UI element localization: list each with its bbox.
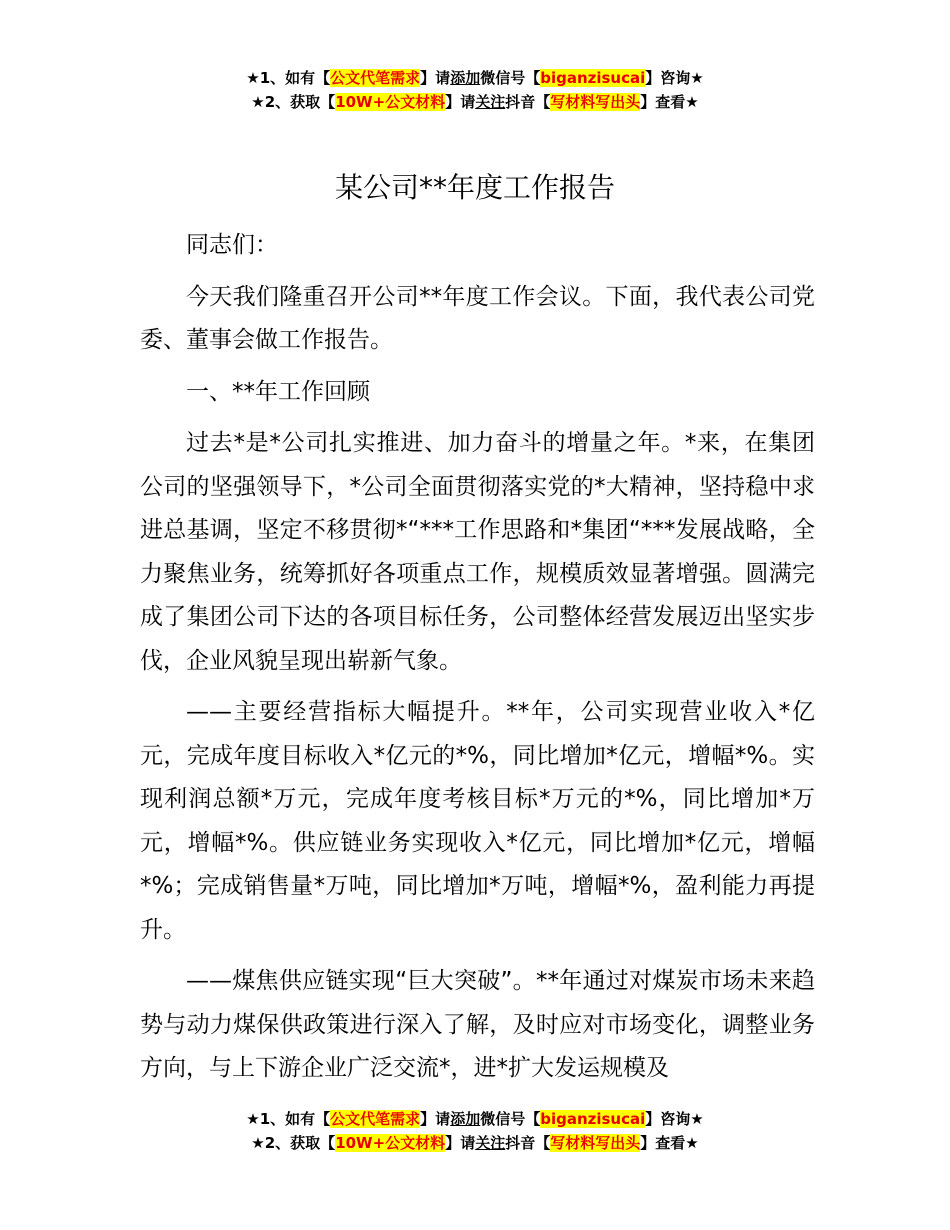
banner-text: 】查看★ xyxy=(640,93,699,111)
header-banner xyxy=(0,66,950,114)
banner-text: ★1、如有【 xyxy=(246,1110,331,1128)
highlight-text: 写材料写出头 xyxy=(550,1134,641,1152)
highlight-text: 公文代笔需求 xyxy=(330,1110,421,1128)
banner-text: 】查看★ xyxy=(640,1134,699,1152)
section-heading: 一、**年工作回顾 xyxy=(186,378,370,405)
highlight-text: biganzisucai xyxy=(540,69,646,87)
footer-line-2 xyxy=(0,1131,950,1155)
banner-text: 抖音【 xyxy=(505,1134,551,1152)
paragraph-salutation: 同志们： xyxy=(186,232,278,258)
highlight-text: biganzisucai xyxy=(540,1110,646,1128)
paragraph-indicators: ——主要经营指标大幅提升。**年，公司实现营业收入*亿元，完成年度目标收入*亿元的*%，同比增加*亿元，增幅*%。实现利润总额*万元，完成年度考核目标*万元的*%，同比增加*万元，增幅*%。供应链业务实现收入*亿元，同比增加*亿元，增幅*%；完成销售量*万吨，同比增加*万吨，增幅*%，盈利能力再提升。 xyxy=(140,699,815,943)
paragraph-supply-chain: ——煤焦供应链实现“巨大突破”。**年通过对煤炭市场未来趋势与动力煤保供政策进行深入了解，及时应对市场变化，调整业务方向，与上下游企业广泛交流*，进*扩大发运规模及 xyxy=(140,968,815,1081)
paragraph-review: 过去*是*公司扎实推进、加力奋斗的增量之年。*来，在集团公司的坚强领导下，*公司全面贯彻落实党的*大精神，坚持稳中求进总基调，坚定不移贯彻*“***工作思路和*集团“***发展战略，全力聚焦业务，统筹抓好各项重点工作，规模质效显著增强。圆满完成了集团公司下达的各项目标任务，公司整体经营发展迈出坚实步伐，企业风貌呈现出崭新气象。 xyxy=(140,430,815,674)
banner-text: 】请 xyxy=(445,93,476,111)
underlined-text: 添加 xyxy=(450,69,481,87)
highlight-text: 10W+公文材料 xyxy=(335,1134,446,1152)
highlight-text: 写材料写出头 xyxy=(550,93,641,111)
footer-line-1 xyxy=(0,1107,950,1131)
banner-text: 微信号【 xyxy=(480,69,541,87)
banner-text: 】请 xyxy=(420,69,451,87)
document-title: 某公司**年度工作报告 xyxy=(334,171,615,204)
document-body xyxy=(140,224,815,1099)
banner-text: ★1、如有【 xyxy=(246,69,331,87)
paragraph-intro: 今天我们隆重召开公司**年度工作会议。下面，我代表公司党委、董事会做工作报告。 xyxy=(140,283,815,353)
footer-banner xyxy=(0,1107,950,1155)
banner-text: 微信号【 xyxy=(480,1110,541,1128)
banner-text: 】请 xyxy=(445,1134,476,1152)
banner-line-1 xyxy=(0,66,950,90)
underlined-text: 关注 xyxy=(475,93,506,111)
banner-text: 】咨询★ xyxy=(645,1110,704,1128)
banner-line-2 xyxy=(0,90,950,114)
banner-text: 】咨询★ xyxy=(645,69,704,87)
underlined-text: 添加 xyxy=(450,1110,481,1128)
highlight-text: 10W+公文材料 xyxy=(335,93,446,111)
highlight-text: 公文代笔需求 xyxy=(330,69,421,87)
banner-text: 】请 xyxy=(420,1110,451,1128)
banner-text: ★2、获取【 xyxy=(251,1134,336,1152)
underlined-text: 关注 xyxy=(475,1134,506,1152)
banner-text: ★2、获取【 xyxy=(251,93,336,111)
banner-text: 抖音【 xyxy=(505,93,551,111)
